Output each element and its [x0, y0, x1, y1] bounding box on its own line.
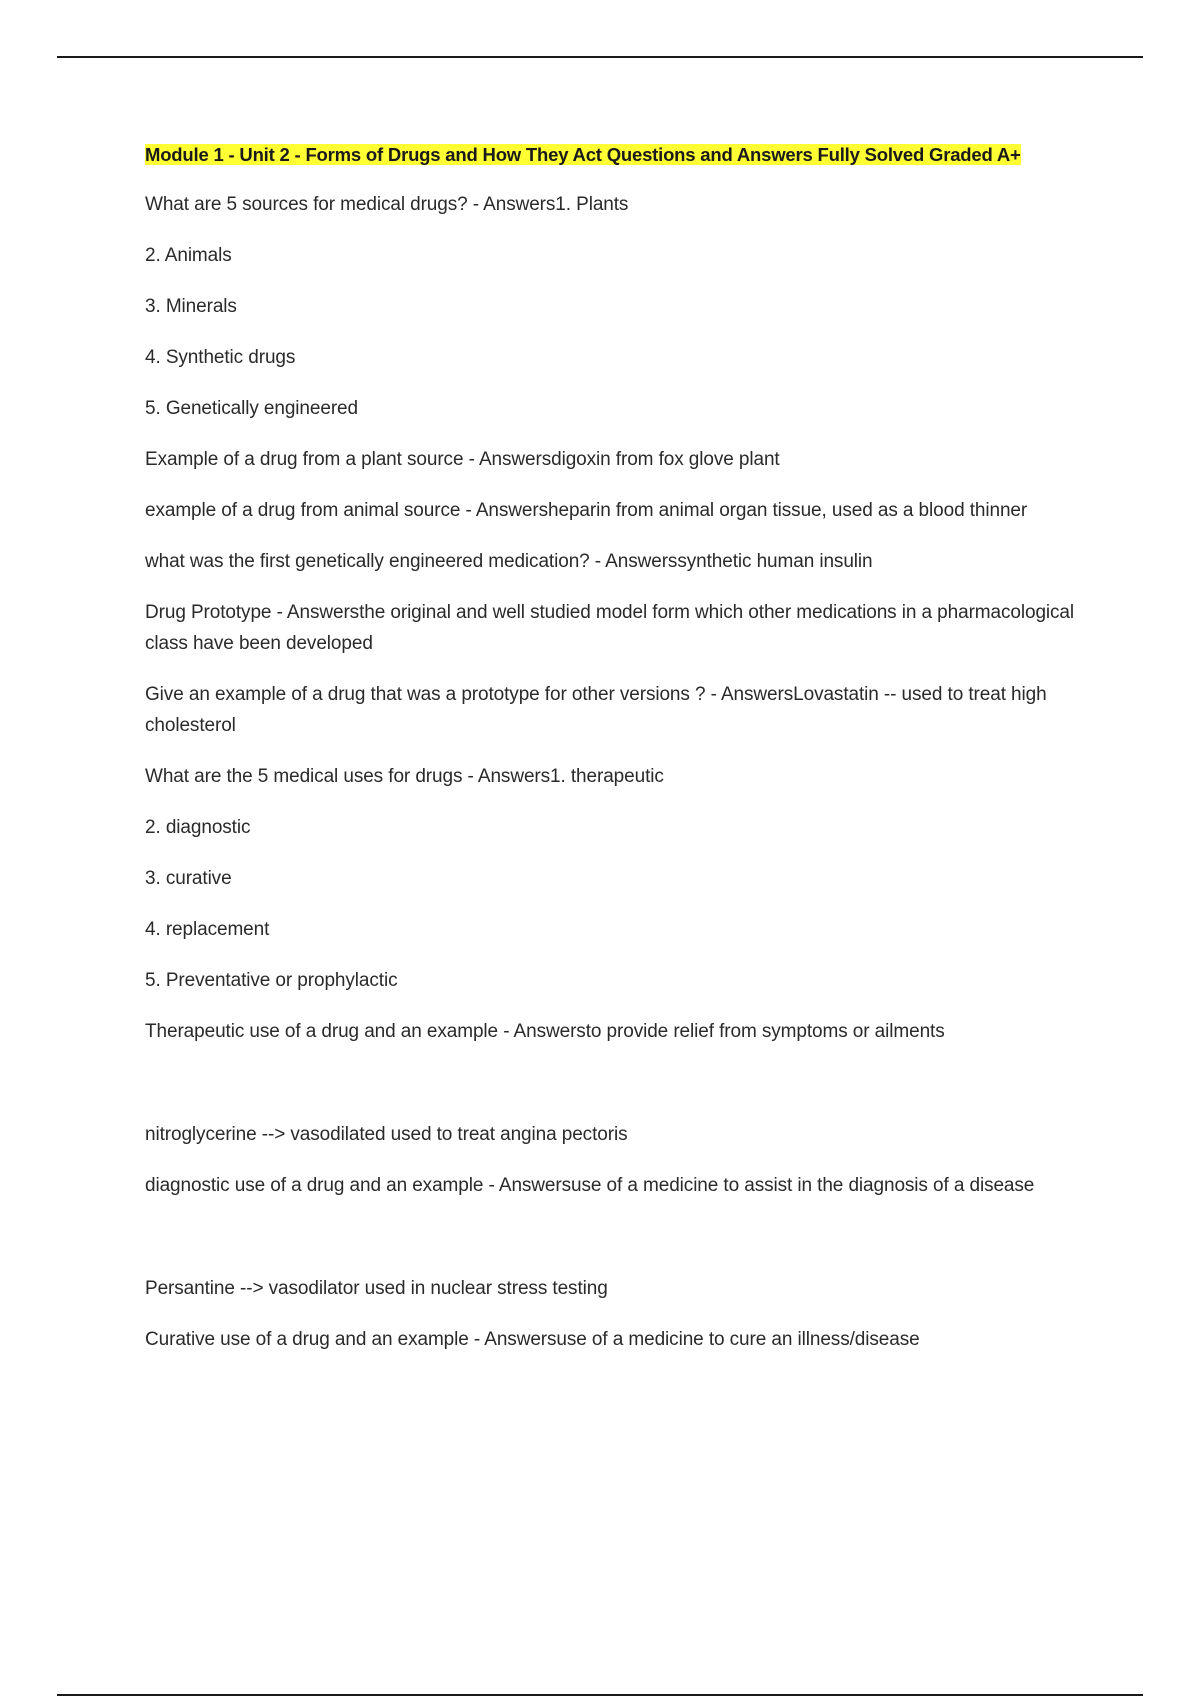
example-persantine: Persantine --> vasodilator used in nuclear stress testing — [145, 1278, 608, 1299]
list-item: 2. diagnostic — [145, 817, 251, 838]
list-item: 3. Minerals — [145, 296, 237, 317]
qa-drug-prototype: Drug Prototype - Answersthe original and well studied model form which other medications in a pharmacological class have been developed — [145, 602, 1075, 654]
list-item: 5. Preventative or prophylactic — [145, 970, 398, 991]
document-body — [145, 140, 1085, 1375]
list-item: 5. Genetically engineered — [145, 398, 358, 419]
qa-therapeutic-use: Therapeutic use of a drug and an example - Answersto provide relief from symptoms or ailments — [145, 1021, 945, 1042]
qa-diagnostic-use: diagnostic use of a drug and an example - Answersuse of a medicine to assist in the diagnosis of a disease — [145, 1175, 1035, 1196]
qa-medical-uses: What are the 5 medical uses for drugs - Answers1. therapeutic — [145, 766, 664, 787]
header-rule — [57, 56, 1143, 58]
qa-question-sources: What are 5 sources for medical drugs? - Answers1. Plants — [145, 194, 629, 215]
example-nitroglycerine: nitroglycerine --> vasodilated used to treat angina pectoris — [145, 1124, 628, 1145]
qa-plant-source: Example of a drug from a plant source - Answersdigoxin from fox glove plant — [145, 449, 780, 470]
list-item: 4. Synthetic drugs — [145, 347, 296, 368]
qa-genetically-engineered: what was the first genetically engineered medication? - Answerssynthetic human insulin — [145, 551, 873, 572]
qa-prototype-example: Give an example of a drug that was a prototype for other versions ? - AnswersLovastatin -- used to treat high cholesterol — [145, 684, 1047, 736]
list-item: 3. curative — [145, 868, 232, 889]
qa-curative-use: Curative use of a drug and an example - Answersuse of a medicine to cure an illness/disease — [145, 1329, 920, 1350]
document-title: Module 1 - Unit 2 - Forms of Drugs and How They Act Questions and Answers Fully Solved Graded A+ — [145, 144, 1021, 165]
qa-animal-source: example of a drug from animal source - Answersheparin from animal organ tissue, used as a blood thinner — [145, 500, 1028, 521]
list-item: 2. Animals — [145, 245, 232, 266]
footer-rule — [57, 1694, 1143, 1696]
title-line — [145, 140, 1085, 170]
list-item: 4. replacement — [145, 919, 270, 940]
